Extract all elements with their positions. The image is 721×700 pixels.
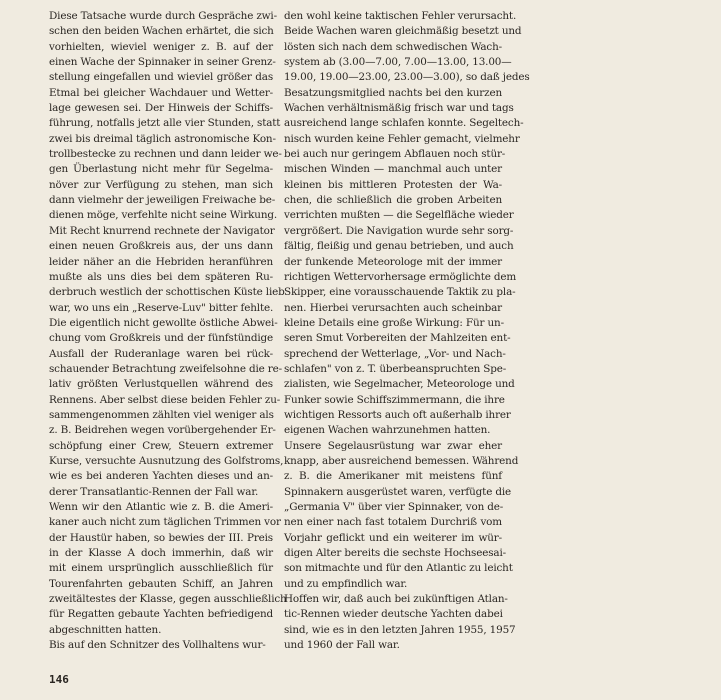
text-line: abgeschnitten hatten.: [49, 623, 162, 636]
text-line: chung vom Großkreis und der fünfstündige: [49, 332, 273, 345]
text-line: nisch wurden keine Fehler gemacht, vielmehr: [284, 132, 520, 145]
text-line: Funker sowie Schiffszimmermann, die ihre: [284, 393, 505, 406]
text-line: schöpfung einer Crew, Steuern extremer: [49, 439, 273, 452]
text-line: növer zur Verfügung zu stehen, man sich: [49, 178, 273, 191]
text-line: Skipper, eine vorausschauende Taktik zu pla-: [284, 286, 516, 299]
text-line: 19.00, 19.00—23.00, 23.00—3.00), so daß jedes: [284, 71, 530, 84]
text-line: Unsere Segelausrüstung war zwar eher: [284, 439, 502, 452]
text-line: trollbestecke zu rechnen und dann leider we-: [49, 148, 282, 161]
text-line: z. B. die Amerikaner mit meistens fünf: [284, 470, 502, 483]
text-line: nen einer nach fast totalem Durchriß vom: [284, 516, 502, 529]
text-line: für Regatten gebaute Yachten befriedigend: [49, 608, 273, 621]
text-line: wichtigen Ressorts auch oft außerhalb ihrer: [284, 408, 511, 421]
text-line: einen neuen Großkreis aus, der uns dann: [49, 240, 273, 253]
text-line: ausreichend lange schlafen konnte. Segeltech-: [284, 117, 524, 130]
text-line: nen. Hierbei verursachten auch scheinbar: [284, 301, 502, 314]
text-line: derer Transatlantic-Rennen der Fall war.: [49, 485, 259, 498]
text-line: z. B. Beidrehen wegen vorübergehender Er-: [49, 424, 276, 437]
text-line: system ab (3.00—7.00, 7.00—13.00, 13.00—: [284, 56, 512, 69]
text-line: knapp, aber ausreichend bemessen. Während: [284, 454, 519, 467]
text-line: zialisten, wie Segelmacher, Meteorologe und: [284, 378, 515, 391]
text-line: lösten sich nach dem schwedischen Wach-: [284, 40, 502, 53]
text-line: schauender Betrachtung zweifelsohne die re-: [49, 362, 282, 375]
text-line: lativ größten Verlustquellen während des: [49, 378, 273, 391]
text-line: Beide Wachen waren gleichmäßig besetzt und: [284, 25, 522, 38]
text-line: Wenn wir den Atlantic wie z. B. die Ameri-: [49, 501, 273, 513]
text-line: gen Überlastung nicht mehr für Segelma-: [49, 163, 273, 176]
text-line: Ausfall der Ruderanlage waren bei rück-: [49, 347, 273, 360]
text-line: chen, die schließlich die groben Arbeiten: [284, 194, 502, 207]
text-line: leider näher an die Hebriden heranführen: [49, 255, 273, 268]
text-line: derbruch westlich der schottischen Küste lieb: [49, 286, 285, 299]
text-line: und 1960 der Fall war.: [284, 639, 400, 652]
text-line: vorhielten, wieviel weniger z. B. auf der: [49, 40, 273, 53]
text-line: Vorjahr geflickt und ein weiterer im wür-: [284, 531, 502, 544]
text-line: richtigen Wettervorhersage ermöglichte dem: [284, 270, 517, 283]
text-line: vergrößert. Die Navigation wurde sehr sorg-: [284, 224, 514, 237]
text-line: mischen Winden — manchmal auch unter: [284, 163, 502, 176]
text-line: einen Wache der Spinnaker in seiner Grenz-: [49, 56, 276, 69]
text-line: Hoffen wir, daß auch bei zukünftigen Atlan-: [284, 593, 508, 606]
text-line: der Haustür haben, so bewies der III. Preis: [49, 531, 273, 544]
text-line: bei auch nur geringem Abflauen noch stür-: [284, 148, 506, 161]
text-line: Besatzungsmitglied nachts bei den kurzen: [284, 86, 502, 99]
text-line: war, wo uns ein „Reserve-Luv" bitter fehlte.: [49, 301, 274, 314]
text-line: kaner auch nicht zum täglichen Trimmen vor: [49, 516, 281, 529]
text-line: sind, wie es in den letzten Jahren 1955, 1957: [284, 623, 516, 636]
text-line: den wohl keine taktischen Fehler verursacht.: [284, 10, 517, 22]
text-line: Die eigentlich nicht gewollte östliche Abwei-: [49, 316, 278, 329]
text-line: und zu empfindlich war.: [284, 577, 408, 590]
text-line: Bis auf den Schnitzer des Vollhaltens wur-: [49, 639, 266, 652]
text-line: sprechend der Wetterlage, „Vor- und Nach-: [284, 347, 506, 360]
text-line: Spinnakern ausgerüstet waren, verfügte die: [284, 485, 512, 498]
text-line: verrichten mußten — die Segelfläche wieder: [284, 209, 514, 222]
text-column-left: [49, 9, 287, 653]
text-line: Mit Recht knurrend rechnete der Navigator: [49, 224, 275, 237]
text-line: wie es bei anderen Yachten dieses und an-: [49, 470, 273, 483]
text-line: führung, notfalls jetzt alle vier Stunden, statt: [49, 117, 281, 130]
text-column-right: [284, 9, 530, 653]
text-line: sammengenommen zählten viel weniger als: [49, 408, 274, 421]
text-line: schen den beiden Wachen erhärtet, die sich: [49, 25, 274, 38]
text-line: digen Alter bereits die sechste Hochseesai-: [284, 547, 506, 560]
text-line: in der Klasse A doch immerhin, daß wir: [49, 547, 273, 560]
text-line: mußte als uns dies bei dem späteren Ru-: [49, 270, 273, 283]
text-line: Kurse, versuchte Ausnutzung des Golfstroms,: [49, 454, 284, 467]
text-line: tic-Rennen wieder deutsche Yachten dabei: [284, 608, 503, 621]
page-number: 146: [49, 673, 69, 686]
text-line: zwei bis dreimal täglich astronomische Kon-: [49, 132, 276, 145]
text-line: Wachen verhältnismäßig frisch war und tags: [284, 102, 514, 115]
text-line: „Germania V" über vier Spinnaker, von de-: [284, 501, 504, 513]
text-line: fältig, fleißig und genau betrieben, und auch: [284, 240, 514, 253]
text-line: stellung eingefallen und wieviel größer das: [49, 71, 273, 84]
text-line: lage gewesen sei. Der Hinweis der Schiffs-: [49, 102, 273, 115]
text-line: kleine Details eine große Wirkung: Für un-: [284, 316, 504, 329]
text-line: zweitältestes der Klasse, gegen ausschließlich: [49, 593, 287, 606]
text-line: Diese Tatsache wurde durch Gespräche zwi-: [49, 10, 277, 22]
text-line: mit einem ursprünglich ausschließlich für: [49, 562, 273, 575]
text-line: Rennens. Aber selbst diese beiden Fehler zu-: [49, 393, 281, 406]
text-line: schlafen" von z. T. überbeanspruchten Spe-: [284, 362, 507, 375]
text-line: kleinen bis mittleren Protesten der Wa-: [284, 178, 502, 191]
text-line: dann vielmehr der jeweiligen Freiwache be-: [49, 194, 276, 207]
text-line: seren Smut Vorbereiten der Mahlzeiten ent-: [284, 332, 511, 345]
text-line: Tourenfahrten gebauten Schiff, an Jahren: [49, 577, 273, 590]
text-line: eigenen Wachen wahrzunehmen hatten.: [284, 424, 491, 437]
text-line: Etmal bei gleicher Wachdauer und Wetter-: [49, 86, 273, 99]
text-line: dienen möge, verfehlte nicht seine Wirkung.: [49, 209, 278, 222]
text-line: der funkende Meteorologe mit der immer: [284, 255, 502, 268]
text-line: son mitmachte und für den Atlantic zu leicht: [284, 562, 513, 575]
